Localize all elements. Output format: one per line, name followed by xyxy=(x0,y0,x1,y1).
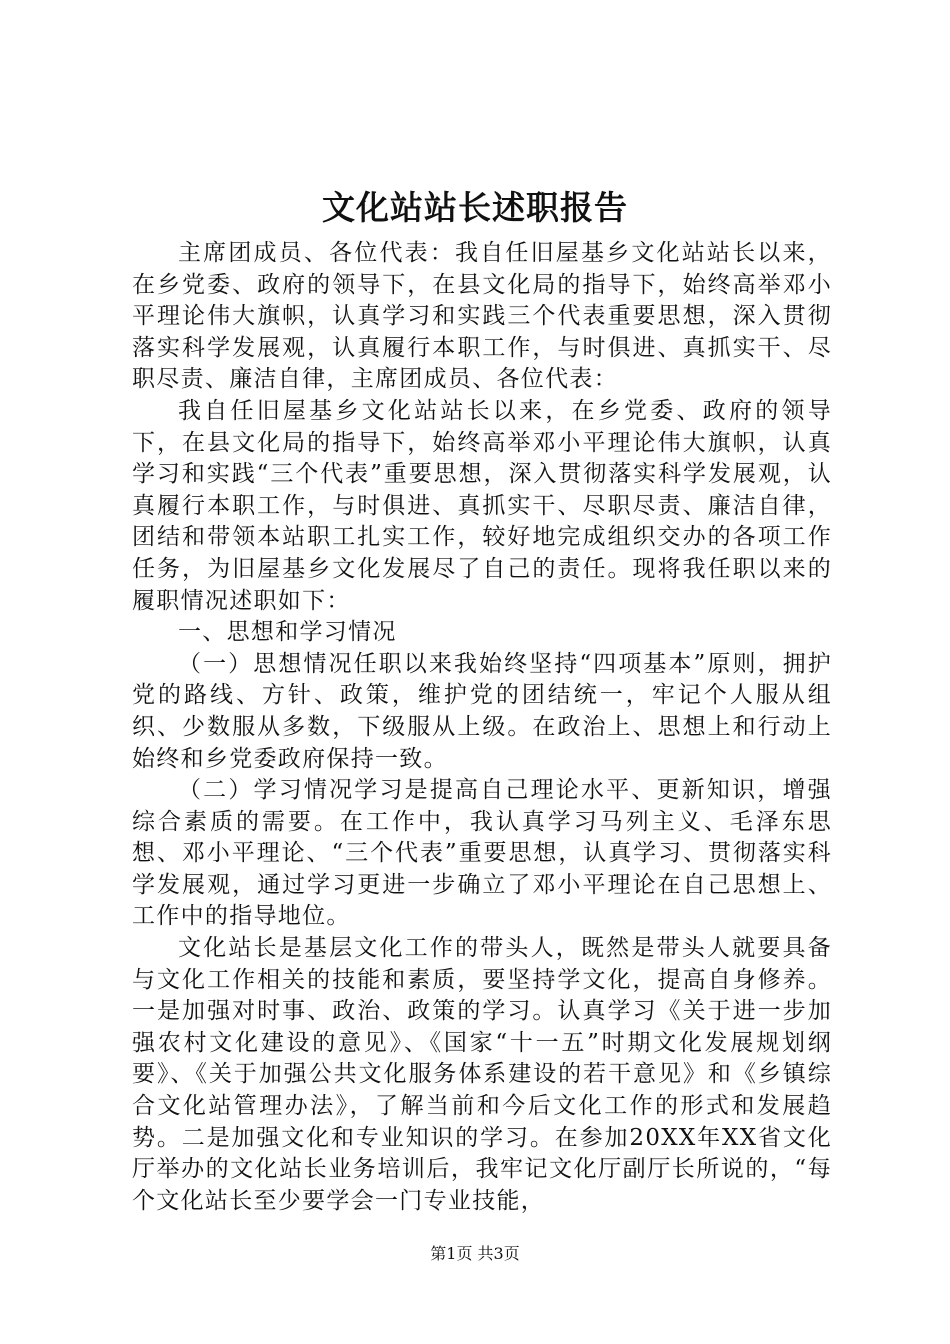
paragraph-thought: （一）思想情况任职以来我始终坚持“四项基本”原则，拥护党的路线、方针、政策，维护党的团结统一，牢记个人服从组织、少数服从多数，下级服从上级。在政治上、思想上和行动上始终和乡党委政府保持一致。 xyxy=(132,650,832,772)
paragraph-skills: 文化站长是基层文化工作的带头人，既然是带头人就要具备与文化工作相关的技能和素质，要坚持学文化，提高自身修养。一是加强对时事、政治、政策的学习。认真学习《关于进一步加强农村文化建设的意见》、《国家“十一五”时期文化发展规划纲要》、《关于加强公共文化服务体系建设的若干意见》和《乡镇综合文化站管理办法》，了解当前和今后文化工作的形式和发展趋势。二是加强文化和专业知识的学习。在参加20XX年XX省文化厅举办的文化站长业务培训后，我牢记文化厅副厅长所说的，“每个文化站长至少要学会一门专业技能， xyxy=(132,935,832,1214)
paragraph-introduction: 我自任旧屋基乡文化站站长以来，在乡党委、政府的领导下，在县文化局的指导下，始终高举邓小平理论伟大旗帜，认真学习和实践“三个代表”重要思想，深入贯彻落实科学发展观，认真履行本职工作，与时俱进、真抓实干、尽职尽责、廉洁自律，团结和带领本站职工扎实工作，较好地完成组织交办的各项工作任务，为旧屋基乡文化发展尽了自己的责任。现将我任职以来的履职情况述职如下： xyxy=(132,397,832,614)
paragraph-study: （二）学习情况学习是提高自己理论水平、更新知识，增强综合素质的需要。在工作中，我认真学习马列主义、毛泽东思想、邓小平理论、“三个代表”重要思想，认真学习、贯彻落实科学发展观，通过学习更进一步确立了邓小平理论在自己思想上、工作中的指导地位。 xyxy=(132,777,832,930)
document-title: 文化站站长述职报告 xyxy=(322,188,628,227)
page-footer: 第1页 共3页 xyxy=(430,1244,520,1263)
paragraph-opening: 主席团成员、各位代表：我自任旧屋基乡文化站站长以来，在乡党委、政府的领导下，在县文化局的指导下，始终高举邓小平理论伟大旗帜，认真学习和实践三个代表重要思想，深入贯彻落实科学发展观，认真履行本职工作，与时俱进、真抓实干、尽职尽责、廉洁自律，主席团成员、各位代表： xyxy=(132,240,832,393)
section-heading: 一、思想和学习情况 xyxy=(178,619,397,646)
document-body xyxy=(132,238,832,1217)
